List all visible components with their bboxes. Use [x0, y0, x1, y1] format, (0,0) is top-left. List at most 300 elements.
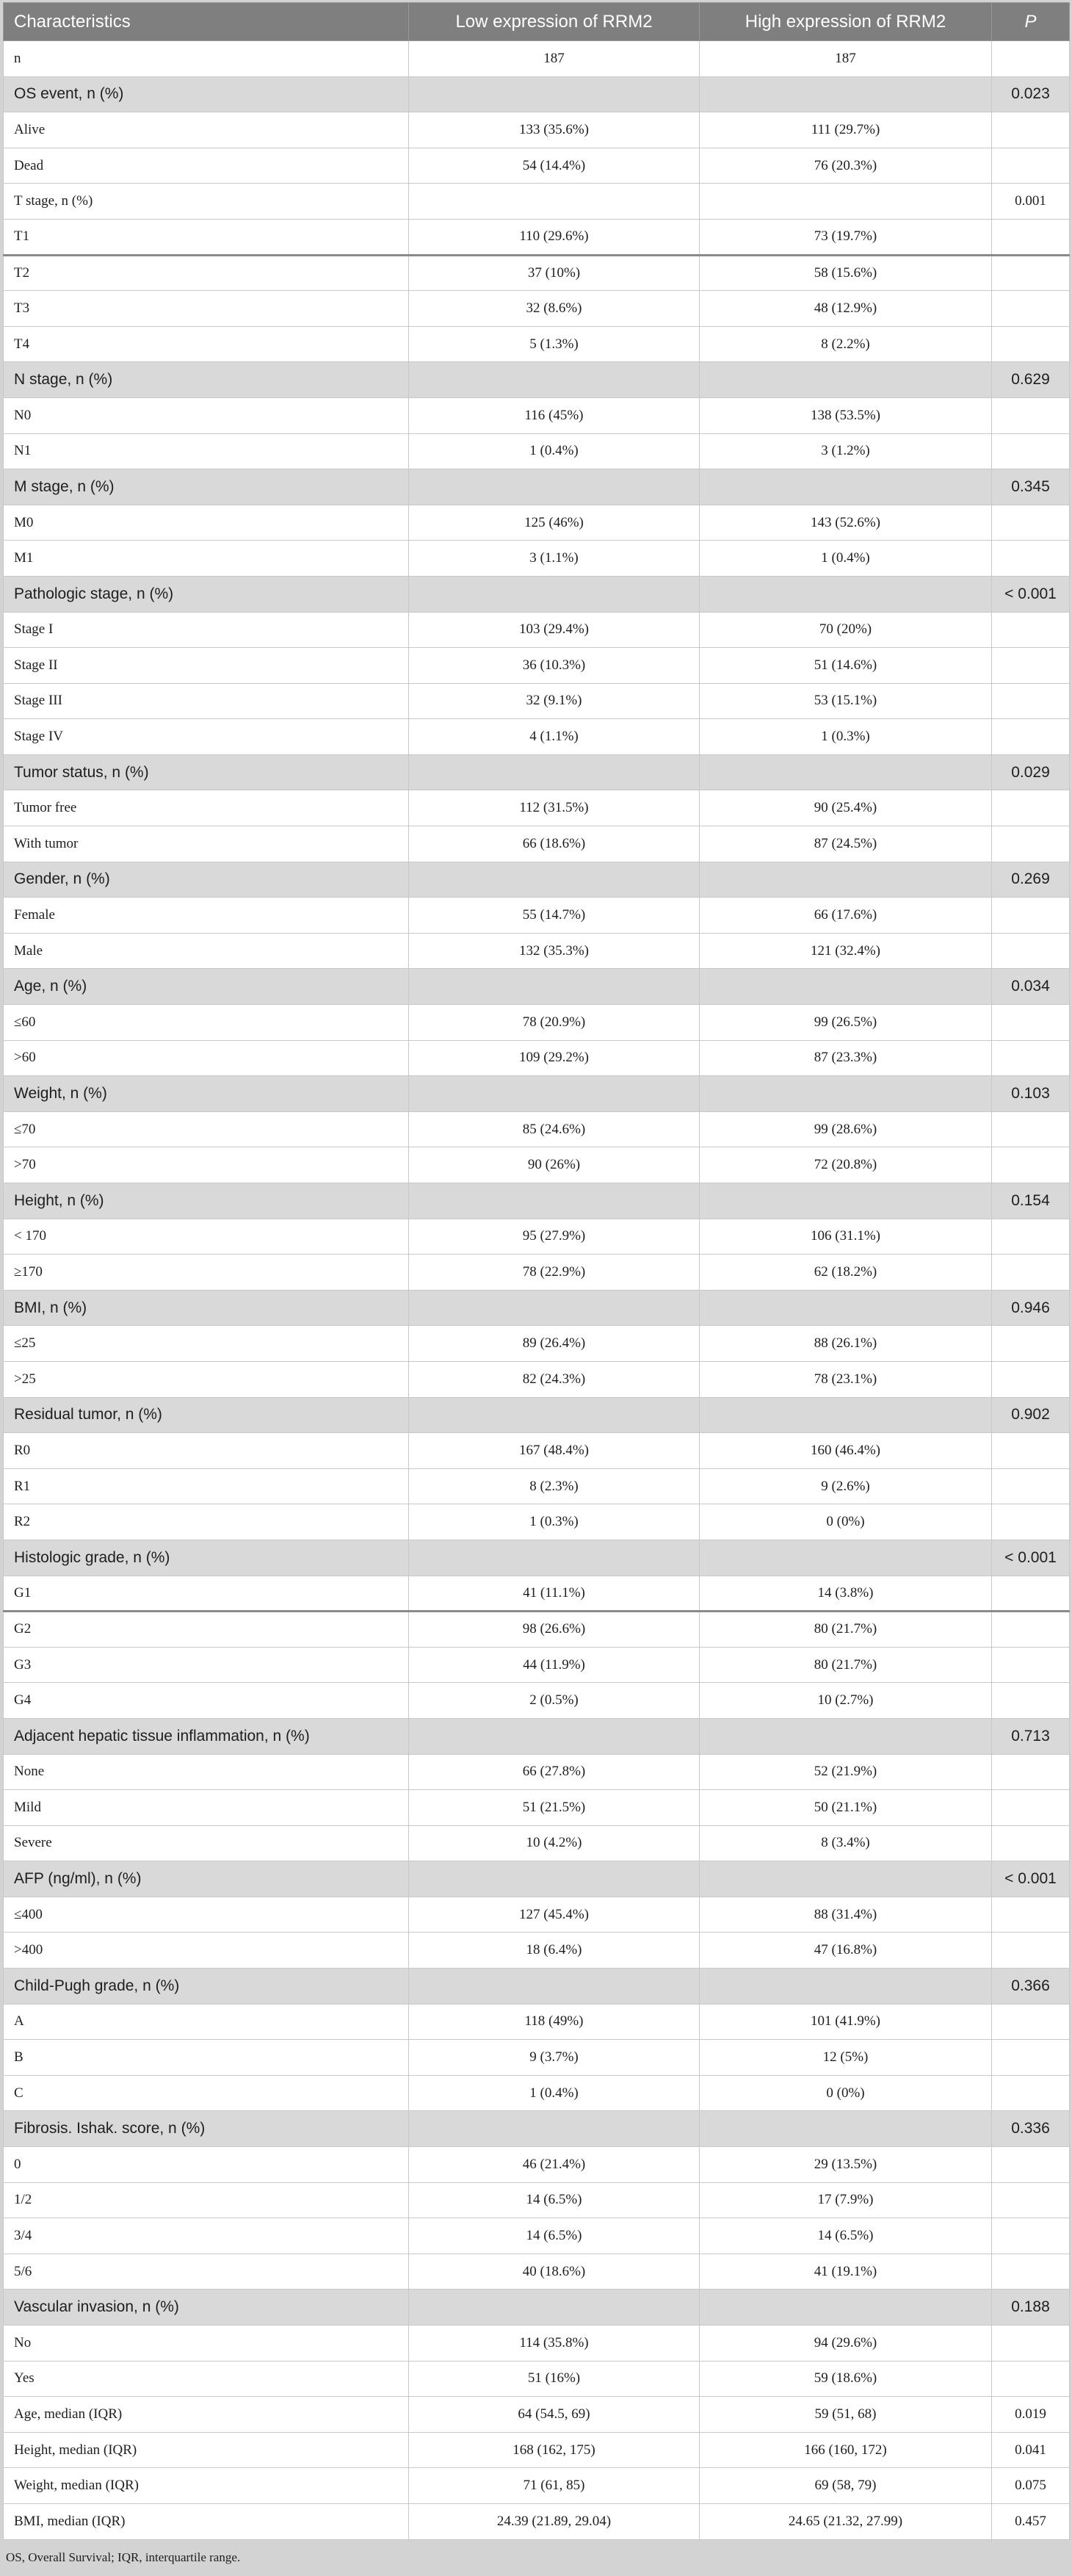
- p-value: [992, 1147, 1070, 1183]
- high-expression-value: 80 (21.7%): [700, 1647, 992, 1683]
- p-value: [992, 1255, 1070, 1291]
- category-row: [4, 1540, 1070, 1576]
- p-value: [992, 2147, 1070, 2183]
- row-label: >25: [4, 1361, 409, 1397]
- row-label: 0: [4, 2147, 409, 2183]
- high-expression-value: 72 (20.8%): [700, 1147, 992, 1183]
- p-value: 0.629: [992, 362, 1070, 398]
- row-label: T2: [4, 255, 409, 291]
- high-expression-value: 52 (21.9%): [700, 1754, 992, 1790]
- low-expression-value: 66 (27.8%): [409, 1754, 700, 1790]
- p-value: [992, 433, 1070, 469]
- high-expression-value: [700, 1076, 992, 1112]
- row-label: N1: [4, 433, 409, 469]
- row-label: Tumor status, n (%): [4, 754, 409, 790]
- category-row: [4, 1076, 1070, 1112]
- row-label: Age, median (IQR): [4, 2397, 409, 2433]
- high-expression-value: 53 (15.1%): [700, 683, 992, 719]
- table-body: [4, 41, 1070, 2540]
- category-row: [4, 469, 1070, 505]
- low-expression-value: 9 (3.7%): [409, 2040, 700, 2076]
- p-value: [992, 326, 1070, 362]
- p-value: [992, 1897, 1070, 1933]
- p-value: [992, 612, 1070, 648]
- table-row: [4, 2326, 1070, 2362]
- table-row: [4, 683, 1070, 719]
- low-expression-value: 95 (27.9%): [409, 1219, 700, 1255]
- p-value: [992, 1825, 1070, 1861]
- p-value: 0.188: [992, 2290, 1070, 2326]
- table-row: [4, 2432, 1070, 2468]
- high-expression-value: [700, 1540, 992, 1576]
- high-expression-value: [700, 469, 992, 505]
- high-expression-value: [700, 1861, 992, 1897]
- row-label: >70: [4, 1147, 409, 1183]
- low-expression-value: 103 (29.4%): [409, 612, 700, 648]
- high-expression-value: 73 (19.7%): [700, 219, 992, 255]
- low-expression-value: [409, 1540, 700, 1576]
- low-expression-value: 1 (0.3%): [409, 1504, 700, 1540]
- low-expression-value: 32 (9.1%): [409, 683, 700, 719]
- low-expression-value: 41 (11.1%): [409, 1576, 700, 1612]
- row-label: OS event, n (%): [4, 76, 409, 112]
- high-expression-value: 14 (6.5%): [700, 2218, 992, 2254]
- low-expression-value: 46 (21.4%): [409, 2147, 700, 2183]
- category-row: [4, 1183, 1070, 1219]
- high-expression-value: [700, 2111, 992, 2147]
- row-label: Male: [4, 933, 409, 969]
- p-value: [992, 1933, 1070, 1969]
- table-row: [4, 326, 1070, 362]
- p-value: [992, 790, 1070, 826]
- row-label: Child-Pugh grade, n (%): [4, 1969, 409, 2005]
- high-expression-value: 41 (19.1%): [700, 2254, 992, 2290]
- table-row: [4, 1504, 1070, 1540]
- low-expression-value: 14 (6.5%): [409, 2218, 700, 2254]
- p-value: 0.041: [992, 2432, 1070, 2468]
- table-row: [4, 1361, 1070, 1397]
- table-row: [4, 2397, 1070, 2433]
- p-value: [992, 541, 1070, 577]
- high-expression-value: 59 (18.6%): [700, 2361, 992, 2397]
- high-expression-value: [700, 754, 992, 790]
- high-expression-value: [700, 1969, 992, 2005]
- category-row: [4, 2111, 1070, 2147]
- table-footnote: OS, Overall Survival; IQR, interquartile range.: [6, 2550, 241, 2564]
- row-label: T4: [4, 326, 409, 362]
- row-label: 1/2: [4, 2182, 409, 2218]
- low-expression-value: 24.39 (21.89, 29.04): [409, 2503, 700, 2539]
- row-label: Adjacent hepatic tissue inflammation, n (%): [4, 1718, 409, 1754]
- p-value: [992, 1361, 1070, 1397]
- p-value: < 0.001: [992, 1861, 1070, 1897]
- low-expression-value: 3 (1.1%): [409, 541, 700, 577]
- table-row: [4, 2182, 1070, 2218]
- table-row: [4, 1433, 1070, 1469]
- low-expression-value: 18 (6.4%): [409, 1933, 700, 1969]
- table-row: [4, 1647, 1070, 1683]
- p-value: [992, 1790, 1070, 1826]
- low-expression-value: 125 (46%): [409, 505, 700, 541]
- row-label: Height, n (%): [4, 1183, 409, 1219]
- high-expression-value: 88 (31.4%): [700, 1897, 992, 1933]
- row-label: Pathologic stage, n (%): [4, 576, 409, 612]
- high-expression-value: 166 (160, 172): [700, 2432, 992, 2468]
- p-value: [992, 1754, 1070, 1790]
- low-expression-value: 116 (45%): [409, 397, 700, 433]
- high-expression-value: 121 (32.4%): [700, 933, 992, 969]
- high-expression-value: 138 (53.5%): [700, 397, 992, 433]
- row-label: Female: [4, 898, 409, 934]
- low-expression-value: 109 (29.2%): [409, 1040, 700, 1076]
- row-label: Stage II: [4, 648, 409, 684]
- table-row: [4, 2468, 1070, 2504]
- p-value: [992, 148, 1070, 184]
- p-value: 0.034: [992, 969, 1070, 1005]
- row-label: T stage, n (%): [4, 184, 409, 220]
- p-value: [992, 2004, 1070, 2040]
- table-row: [4, 219, 1070, 255]
- high-expression-value: [700, 2290, 992, 2326]
- table-row: [4, 2361, 1070, 2397]
- row-label: Alive: [4, 112, 409, 148]
- low-expression-value: 55 (14.7%): [409, 898, 700, 934]
- table-row: [4, 1754, 1070, 1790]
- p-value: [992, 2075, 1070, 2111]
- low-expression-value: 168 (162, 175): [409, 2432, 700, 2468]
- table-row: [4, 1825, 1070, 1861]
- row-label: Mild: [4, 1790, 409, 1826]
- table-row: [4, 2147, 1070, 2183]
- p-value: 0.154: [992, 1183, 1070, 1219]
- high-expression-value: 99 (28.6%): [700, 1111, 992, 1147]
- row-label: ≤25: [4, 1326, 409, 1362]
- p-value: < 0.001: [992, 576, 1070, 612]
- p-value: 0.029: [992, 754, 1070, 790]
- table-row: [4, 2218, 1070, 2254]
- high-expression-value: 66 (17.6%): [700, 898, 992, 934]
- high-expression-value: 47 (16.8%): [700, 1933, 992, 1969]
- high-expression-value: [700, 362, 992, 398]
- category-row: [4, 969, 1070, 1005]
- low-expression-value: 44 (11.9%): [409, 1647, 700, 1683]
- row-label: >400: [4, 1933, 409, 1969]
- p-value: [992, 2326, 1070, 2362]
- table-row: [4, 2254, 1070, 2290]
- low-expression-value: 133 (35.6%): [409, 112, 700, 148]
- low-expression-value: [409, 362, 700, 398]
- table-row: [4, 1040, 1070, 1076]
- high-expression-value: 8 (2.2%): [700, 326, 992, 362]
- table-row: [4, 1612, 1070, 1648]
- p-value: 0.269: [992, 862, 1070, 898]
- low-expression-value: 82 (24.3%): [409, 1361, 700, 1397]
- high-expression-value: [700, 1183, 992, 1219]
- high-expression-value: 160 (46.4%): [700, 1433, 992, 1469]
- p-value: < 0.001: [992, 1540, 1070, 1576]
- low-expression-value: 51 (21.5%): [409, 1790, 700, 1826]
- low-expression-value: 85 (24.6%): [409, 1111, 700, 1147]
- table-row: [4, 2004, 1070, 2040]
- high-expression-value: 87 (24.5%): [700, 826, 992, 862]
- table-row: [4, 184, 1070, 220]
- row-label: G2: [4, 1612, 409, 1648]
- p-value: 0.345: [992, 469, 1070, 505]
- low-expression-value: [409, 469, 700, 505]
- low-expression-value: 4 (1.1%): [409, 719, 700, 755]
- p-value: [992, 1433, 1070, 1469]
- row-label: No: [4, 2326, 409, 2362]
- p-value: 0.457: [992, 2503, 1070, 2539]
- low-expression-value: 37 (10%): [409, 255, 700, 291]
- low-expression-value: 127 (45.4%): [409, 1897, 700, 1933]
- row-label: C: [4, 2075, 409, 2111]
- p-value: [992, 2361, 1070, 2397]
- high-expression-value: 14 (3.8%): [700, 1576, 992, 1612]
- p-value: [992, 826, 1070, 862]
- table-row: [4, 1790, 1070, 1826]
- p-value: [992, 1326, 1070, 1362]
- row-label: Residual tumor, n (%): [4, 1397, 409, 1433]
- row-label: T3: [4, 291, 409, 327]
- category-row: [4, 1397, 1070, 1433]
- table-row: [4, 505, 1070, 541]
- header-characteristics: Characteristics: [4, 3, 409, 41]
- row-label: n: [4, 41, 409, 77]
- p-value: [992, 2182, 1070, 2218]
- low-expression-value: 98 (26.6%): [409, 1612, 700, 1648]
- p-value: [992, 291, 1070, 327]
- high-expression-value: 94 (29.6%): [700, 2326, 992, 2362]
- p-value: 0.001: [992, 184, 1070, 220]
- low-expression-value: 132 (35.3%): [409, 933, 700, 969]
- low-expression-value: 167 (48.4%): [409, 1433, 700, 1469]
- low-expression-value: 112 (31.5%): [409, 790, 700, 826]
- p-value: 0.366: [992, 1969, 1070, 2005]
- p-value: [992, 397, 1070, 433]
- table-row: [4, 1576, 1070, 1612]
- table-row: [4, 255, 1070, 291]
- row-label: Severe: [4, 1825, 409, 1861]
- low-expression-value: 54 (14.4%): [409, 148, 700, 184]
- p-value: [992, 2040, 1070, 2076]
- low-expression-value: [409, 2111, 700, 2147]
- high-expression-value: 143 (52.6%): [700, 505, 992, 541]
- row-label: G3: [4, 1647, 409, 1683]
- table-row: [4, 1255, 1070, 1291]
- p-value: 0.075: [992, 2468, 1070, 2504]
- p-value: [992, 41, 1070, 77]
- p-value: [992, 933, 1070, 969]
- row-label: < 170: [4, 1219, 409, 1255]
- table-row: [4, 1111, 1070, 1147]
- low-expression-value: [409, 184, 700, 220]
- p-value: 0.336: [992, 2111, 1070, 2147]
- low-expression-value: 51 (16%): [409, 2361, 700, 2397]
- low-expression-value: 10 (4.2%): [409, 1825, 700, 1861]
- row-label: Gender, n (%): [4, 862, 409, 898]
- row-label: ≥170: [4, 1255, 409, 1291]
- row-label: M0: [4, 505, 409, 541]
- high-expression-value: 17 (7.9%): [700, 2182, 992, 2218]
- p-value: [992, 1005, 1070, 1041]
- high-expression-value: 0 (0%): [700, 2075, 992, 2111]
- table-row: [4, 826, 1070, 862]
- category-row: [4, 76, 1070, 112]
- row-label: BMI, median (IQR): [4, 2503, 409, 2539]
- table-row: [4, 1005, 1070, 1041]
- p-value: 0.023: [992, 76, 1070, 112]
- row-label: G4: [4, 1683, 409, 1719]
- p-value: [992, 1111, 1070, 1147]
- high-expression-value: 187: [700, 41, 992, 77]
- high-expression-value: [700, 1397, 992, 1433]
- row-label: Weight, n (%): [4, 1076, 409, 1112]
- high-expression-value: 106 (31.1%): [700, 1219, 992, 1255]
- row-label: Tumor free: [4, 790, 409, 826]
- table-row: [4, 2075, 1070, 2111]
- low-expression-value: 1 (0.4%): [409, 2075, 700, 2111]
- high-expression-value: 24.65 (21.32, 27.99): [700, 2503, 992, 2539]
- category-row: [4, 1290, 1070, 1326]
- row-label: 3/4: [4, 2218, 409, 2254]
- characteristics-table: [3, 2, 1070, 2540]
- row-label: Yes: [4, 2361, 409, 2397]
- high-expression-value: 3 (1.2%): [700, 433, 992, 469]
- row-label: A: [4, 2004, 409, 2040]
- high-expression-value: [700, 576, 992, 612]
- high-expression-value: 48 (12.9%): [700, 291, 992, 327]
- row-label: ≤70: [4, 1111, 409, 1147]
- row-label: Weight, median (IQR): [4, 2468, 409, 2504]
- row-label: Fibrosis. Ishak. score, n (%): [4, 2111, 409, 2147]
- p-value: [992, 505, 1070, 541]
- table-row: [4, 648, 1070, 684]
- high-expression-value: 0 (0%): [700, 1504, 992, 1540]
- table-row: [4, 433, 1070, 469]
- low-expression-value: 114 (35.8%): [409, 2326, 700, 2362]
- row-label: Dead: [4, 148, 409, 184]
- row-label: 5/6: [4, 2254, 409, 2290]
- high-expression-value: 9 (2.6%): [700, 1468, 992, 1504]
- low-expression-value: [409, 1718, 700, 1754]
- table-row: [4, 291, 1070, 327]
- table-row: [4, 397, 1070, 433]
- table-row: [4, 2040, 1070, 2076]
- row-label: Stage III: [4, 683, 409, 719]
- row-label: Histologic grade, n (%): [4, 1540, 409, 1576]
- row-label: R2: [4, 1504, 409, 1540]
- category-row: [4, 576, 1070, 612]
- high-expression-value: 70 (20%): [700, 612, 992, 648]
- high-expression-value: 29 (13.5%): [700, 2147, 992, 2183]
- p-value: [992, 2218, 1070, 2254]
- high-expression-value: 90 (25.4%): [700, 790, 992, 826]
- row-label: >60: [4, 1040, 409, 1076]
- low-expression-value: 66 (18.6%): [409, 826, 700, 862]
- table-row: [4, 41, 1070, 77]
- table-row: [4, 612, 1070, 648]
- high-expression-value: 1 (0.3%): [700, 719, 992, 755]
- low-expression-value: 5 (1.3%): [409, 326, 700, 362]
- table-row: [4, 148, 1070, 184]
- p-value: [992, 648, 1070, 684]
- row-label: ≤60: [4, 1005, 409, 1041]
- low-expression-value: 14 (6.5%): [409, 2182, 700, 2218]
- row-label: G1: [4, 1576, 409, 1612]
- header-p-value: P: [992, 3, 1070, 41]
- high-expression-value: [700, 1718, 992, 1754]
- high-expression-value: 50 (21.1%): [700, 1790, 992, 1826]
- category-row: [4, 362, 1070, 398]
- low-expression-value: [409, 76, 700, 112]
- p-value: [992, 898, 1070, 934]
- low-expression-value: [409, 2290, 700, 2326]
- high-expression-value: 51 (14.6%): [700, 648, 992, 684]
- table-row: [4, 1219, 1070, 1255]
- high-expression-value: 8 (3.4%): [700, 1825, 992, 1861]
- low-expression-value: 2 (0.5%): [409, 1683, 700, 1719]
- high-expression-value: 88 (26.1%): [700, 1326, 992, 1362]
- row-label: M stage, n (%): [4, 469, 409, 505]
- p-value: [992, 1576, 1070, 1612]
- low-expression-value: 89 (26.4%): [409, 1326, 700, 1362]
- category-row: [4, 1718, 1070, 1754]
- row-label: M1: [4, 541, 409, 577]
- row-label: BMI, n (%): [4, 1290, 409, 1326]
- table-header: [4, 3, 1070, 41]
- low-expression-value: 118 (49%): [409, 2004, 700, 2040]
- table-row: [4, 898, 1070, 934]
- high-expression-value: 59 (51, 68): [700, 2397, 992, 2433]
- high-expression-value: 62 (18.2%): [700, 1255, 992, 1291]
- table-row: [4, 1683, 1070, 1719]
- low-expression-value: 32 (8.6%): [409, 291, 700, 327]
- high-expression-value: 78 (23.1%): [700, 1361, 992, 1397]
- table-row: [4, 933, 1070, 969]
- high-expression-value: 87 (23.3%): [700, 1040, 992, 1076]
- table-row: [4, 719, 1070, 755]
- high-expression-value: 76 (20.3%): [700, 148, 992, 184]
- row-label: Vascular invasion, n (%): [4, 2290, 409, 2326]
- high-expression-value: 111 (29.7%): [700, 112, 992, 148]
- high-expression-value: 99 (26.5%): [700, 1005, 992, 1041]
- low-expression-value: [409, 1397, 700, 1433]
- low-expression-value: [409, 1183, 700, 1219]
- low-expression-value: 8 (2.3%): [409, 1468, 700, 1504]
- low-expression-value: 90 (26%): [409, 1147, 700, 1183]
- p-value: [992, 1612, 1070, 1648]
- table-row: [4, 1468, 1070, 1504]
- p-value: [992, 1468, 1070, 1504]
- p-value: 0.103: [992, 1076, 1070, 1112]
- low-expression-value: [409, 1861, 700, 1897]
- low-expression-value: 78 (22.9%): [409, 1255, 700, 1291]
- table-row: [4, 790, 1070, 826]
- row-label: N stage, n (%): [4, 362, 409, 398]
- low-expression-value: 40 (18.6%): [409, 2254, 700, 2290]
- low-expression-value: [409, 754, 700, 790]
- p-value: [992, 1504, 1070, 1540]
- p-value: [992, 683, 1070, 719]
- table-row: [4, 1933, 1070, 1969]
- high-expression-value: 80 (21.7%): [700, 1612, 992, 1648]
- table-row: [4, 2503, 1070, 2539]
- header-row: [4, 3, 1070, 41]
- low-expression-value: [409, 1969, 700, 2005]
- low-expression-value: [409, 1290, 700, 1326]
- table-row: [4, 541, 1070, 577]
